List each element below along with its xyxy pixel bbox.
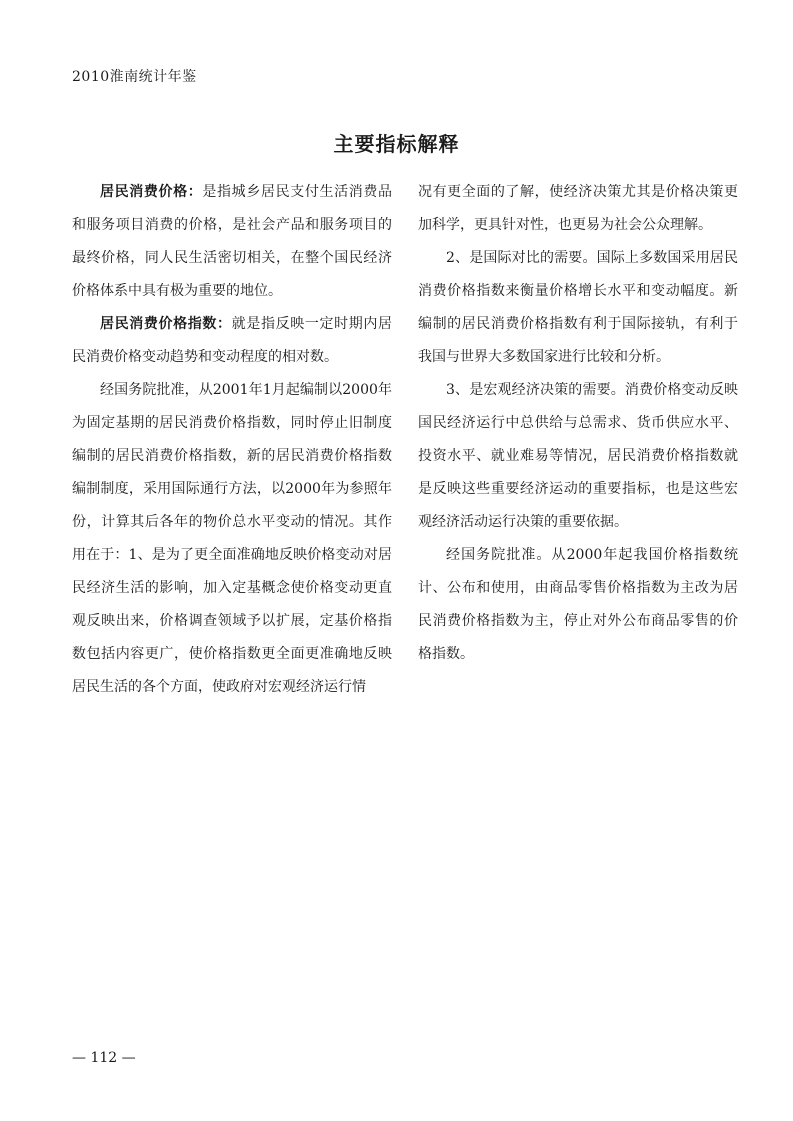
definition-cpi: 是指城乡居民支付生活消费品和服务项目消费的价格，是社会产品和服务项目的最终价格，同人民生活密切相关，在整个国民经济价格体系中具有极为重要的地位。	[72, 184, 393, 299]
running-header: 2010淮南统计年鉴	[72, 69, 197, 85]
paragraph-state-council: 经国务院批准。从2000年起我国价格指数统计、公布和使用，由商品零售价格指数为主改为居民消费价格指数为主，停止对外公布商品零售的价格指数。	[418, 547, 738, 662]
paragraph-cpi-index-definition	[72, 308, 392, 374]
page-number: — 112 —	[72, 1050, 136, 1066]
right-column	[418, 176, 738, 671]
term-cpi-index: 居民消费价格指数：	[100, 316, 232, 332]
term-cpi: 居民消费价格：	[100, 184, 203, 200]
paragraph-continuation: 况有更全面的了解，使经济决策尤其是价格决策更加科学，更具针对性，也更易为社会公众理解。	[418, 184, 738, 233]
definition-cpi-index: 就是指反映一定时期内居民消费价格变动趋势和变动程度的相对数。	[72, 316, 393, 365]
paragraph-international: 2、是国际对比的需要。国际上多数国采用居民消费价格指数来衡量价格增长水平和变动幅度。新编制的居民消费价格指数有利于国际接轨，有利于我国与世界大多数国家进行比较和分析。	[418, 250, 738, 365]
page-title: 主要指标解释	[333, 132, 460, 156]
paragraph-cpi-definition	[72, 176, 392, 308]
paragraph-macro-decision: 3、是宏观经济决策的需要。消费价格变动反映国民经济运行中总供给与总需求、货币供应水平、投资水平、就业难易等情况，居民消费价格指数就是反映这些重要经济运动的重要指标，也是这些宏观经济活动运行决策的重要依据。	[418, 382, 738, 530]
paragraph-compilation: 经国务院批准，从2001年1月起编制以2000年为固定基期的居民消费价格指数，同时停止旧制度编制的居民消费价格指数，新的居民消费价格指数编制制度，采用国际通行方法，以2000年为参照年份，计算其后各年的物价总水平变动的情况。其作用在于：1、是为了更全面准确地反映价格变动对居民经济生活的影响，加入定基概念使价格变动更直观反映出来，价格调查领域予以扩展，定基价格指数包括内容更广，使价格指数更全面更准确地反映居民生活的各个方面，使政府对宏观经济运行情	[72, 382, 392, 695]
left-column	[72, 176, 392, 704]
